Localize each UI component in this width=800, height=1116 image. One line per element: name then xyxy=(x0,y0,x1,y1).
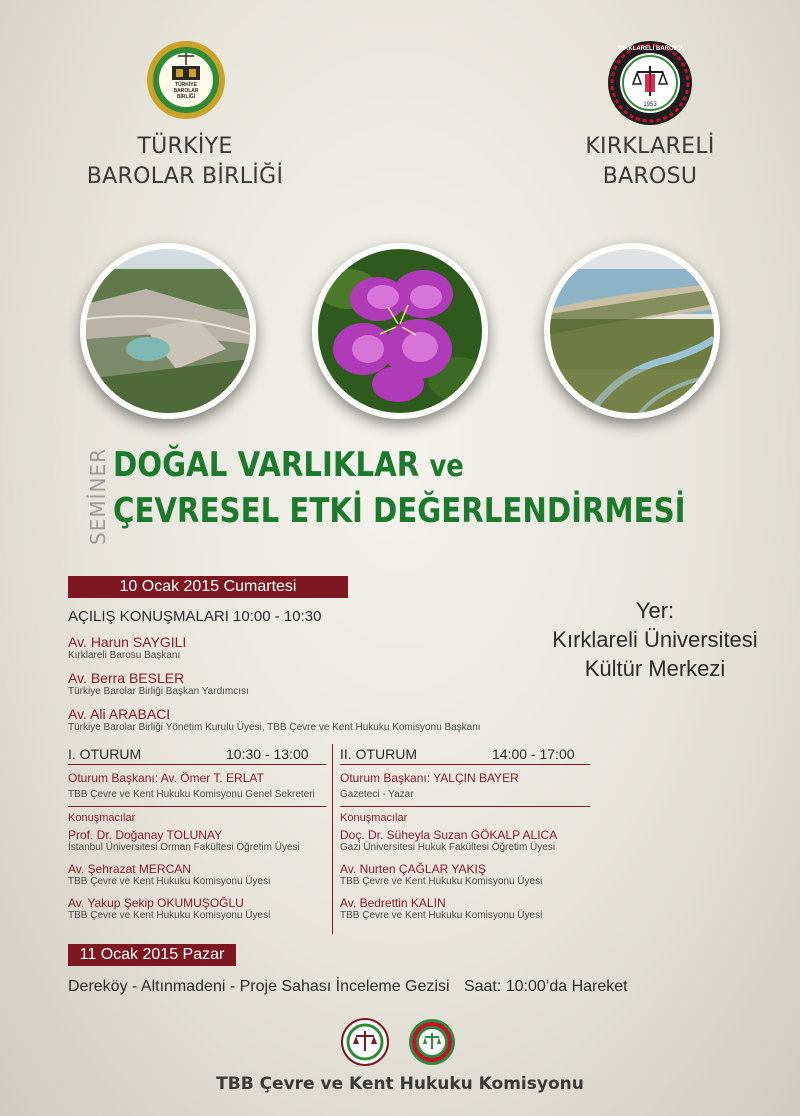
speaker-role: İstanbul Üniversitesi Orman Fakültesi Öğretim Üyesi xyxy=(68,842,300,853)
session1-divider xyxy=(68,764,326,765)
venue-line-1: Kırklareli Üniversitesi xyxy=(552,627,758,652)
session2-speakers-label: Konuşmacılar xyxy=(340,812,408,824)
field-trip-route: Dereköy - Altınmadeni - Proje Sahası İnceleme Gezisi xyxy=(68,978,450,995)
right-org-name xyxy=(525,132,775,192)
speaker-name: Av. Nurten ÇAĞLAR YAKIŞ xyxy=(340,862,486,876)
right-org-line-2: BAROSU xyxy=(602,164,698,189)
tbb-logo-text-2: BAROLAR xyxy=(173,88,199,94)
tbb-logo xyxy=(146,40,226,120)
speaker-role: TBB Çevre ve Kent Hukuku Komisyonu Üyesi xyxy=(340,876,543,887)
coast-photo xyxy=(544,243,720,419)
title-line-1-suffix: ve xyxy=(429,449,464,484)
chair-role: TBB Çevre ve Kent Hukuku Komisyonu Genel Sekreteri xyxy=(68,789,315,800)
speaker-name: Av. Berra BESLER xyxy=(68,670,185,686)
session1-speaker-1 xyxy=(68,828,300,853)
speaker-name: Av. Şehrazat MERCAN xyxy=(68,862,191,876)
speaker-role: Kırklareli Barosu Başkanı xyxy=(68,650,181,661)
tbb-logo-text-3: BİRLİĞİ xyxy=(176,94,196,100)
chair-name: Oturum Başkanı: Av. Ömer T. ERLAT xyxy=(68,771,264,785)
session2-time: 14:00 - 17:00 xyxy=(492,746,575,762)
field-trip-time: Saat: 10:00’da Hareket xyxy=(463,978,628,995)
kirklareli-logo-text: KIRKLARELİ BAROSU xyxy=(618,46,682,52)
tbb-logo-text-1: TÜRKİYE xyxy=(175,82,197,88)
opening-speaker-2 xyxy=(68,670,249,697)
kirklareli-logo xyxy=(607,40,693,126)
opening-speeches: AÇILIŞ KONUŞMALARI 10:00 - 10:30 xyxy=(68,608,322,625)
session1-speakers-label: Konuşmacılar xyxy=(68,812,136,824)
right-org-line-1: KIRKLARELİ xyxy=(585,134,715,159)
chair-role: Gazeteci - Yazar xyxy=(340,789,414,800)
session1-chair xyxy=(68,771,315,800)
left-org-name xyxy=(60,132,310,192)
flower-photo xyxy=(312,243,488,419)
speaker-name: Prof. Dr. Doğanay TOLUNAY xyxy=(68,828,223,842)
venue-label: Yer: xyxy=(635,598,675,623)
speaker-role: Türkiye Barolar Birliği Yönetim Kurulu Üyesi, TBB Çevre ve Kent Hukuku Komisyonu Başkanı xyxy=(68,722,481,733)
field-trip xyxy=(68,978,628,996)
session1-time: 10:30 - 13:00 xyxy=(226,746,309,762)
left-org-line-1: TÜRKİYE xyxy=(137,134,233,159)
title-line-1 xyxy=(113,444,464,488)
venue-line-2: Kültür Merkezi xyxy=(584,656,726,681)
session2-speaker-2 xyxy=(340,862,542,887)
session2-divider-2 xyxy=(340,806,590,807)
speaker-name: Av. Bedrettin KALIN xyxy=(340,896,446,910)
title-line-1-main: DOĞAL VARLIKLAR xyxy=(113,445,420,485)
venue xyxy=(530,596,780,683)
session-separator xyxy=(332,744,333,934)
session2-speaker-3 xyxy=(340,896,542,921)
session1-divider-2 xyxy=(68,806,326,807)
seminar-tag: SEMİNER xyxy=(86,448,110,545)
speaker-role: Türkiye Barolar Birliği Başkan Yardımcısı xyxy=(68,686,249,697)
quarry-photo xyxy=(80,243,256,419)
session2-speaker-1 xyxy=(340,828,557,853)
day2-date-bar: 11 Ocak 2015 Pazar xyxy=(68,944,236,966)
speaker-name: Av. Harun SAYGILI xyxy=(68,634,187,650)
session2-title: II. OTURUM xyxy=(340,746,417,762)
speaker-name: Av. Ali ARABACI xyxy=(68,706,171,722)
opening-speaker-1 xyxy=(68,634,186,661)
speaker-role: TBB Çevre ve Kent Hukuku Komisyonu Üyesi xyxy=(68,876,271,887)
day1-date-bar: 10 Ocak 2015 Cumartesi xyxy=(68,576,348,598)
session2-chair xyxy=(340,771,519,800)
opening-speaker-3 xyxy=(68,706,481,733)
speaker-name: Av. Yakup Şekip OKUMUŞOĞLU xyxy=(68,896,244,910)
chair-name: Oturum Başkanı: YALÇIN BAYER xyxy=(340,771,519,785)
session2-divider xyxy=(340,764,590,765)
session1-title: I. OTURUM xyxy=(68,746,142,762)
tbb-footer-logo xyxy=(341,1018,389,1066)
komisyon-footer-logo xyxy=(408,1018,456,1066)
footer-commission: TBB Çevre ve Kent Hukuku Komisyonu xyxy=(216,1074,584,1094)
speaker-role: TBB Çevre ve Kent Hukuku Komisyonu Üyesi xyxy=(340,910,543,921)
title-line-2: ÇEVRESEL ETKİ DEĞERLENDİRMESİ xyxy=(113,491,686,531)
speaker-name: Doç. Dr. Süheyla Suzan GÖKALP ALICA xyxy=(340,828,558,842)
kirklareli-logo-year: 1953 xyxy=(643,102,657,108)
session1-speaker-2 xyxy=(68,862,270,887)
left-org-line-2: BAROLAR BİRLİĞİ xyxy=(86,164,284,189)
speaker-role: Gazi Üniversitesi Hukuk Fakültesi Öğretim Üyesi xyxy=(340,842,556,853)
speaker-role: TBB Çevre ve Kent Hukuku Komisyonu Üyesi xyxy=(68,910,271,921)
session1-speaker-3 xyxy=(68,896,270,921)
